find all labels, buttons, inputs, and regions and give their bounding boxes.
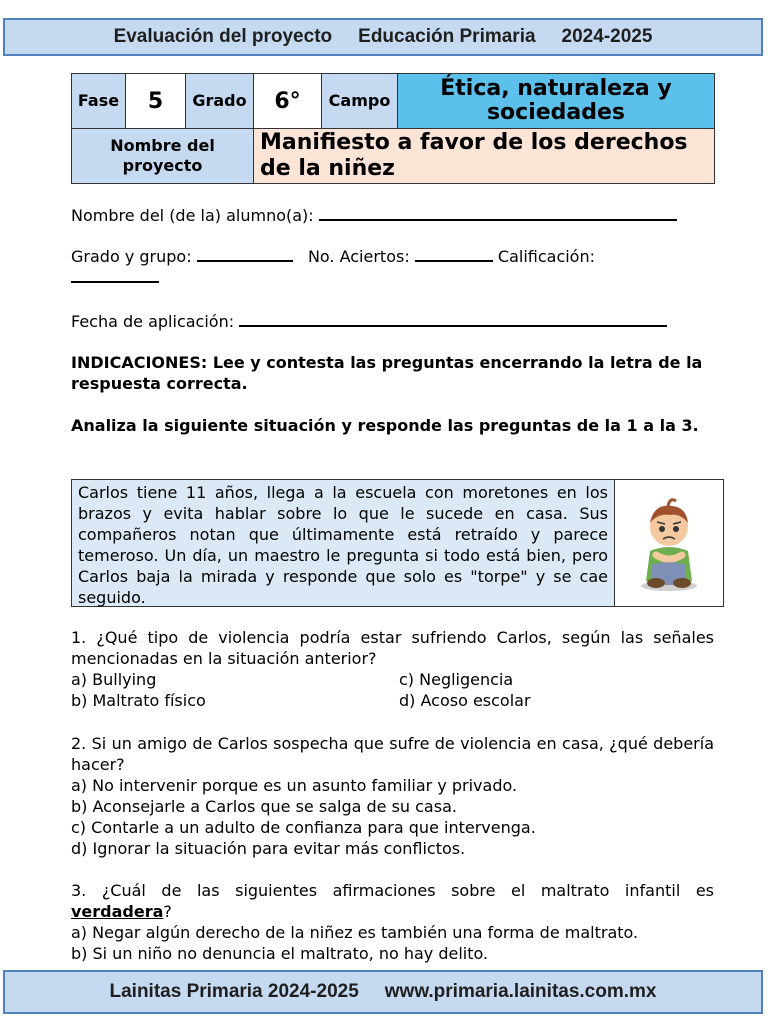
question-2-text: 2. Si un amigo de Carlos sospecha que sufre de violencia en casa, ¿qué debería hacer? [71,734,714,774]
q1-option-d[interactable]: d) Acoso escolar [399,691,531,710]
grado-grupo-row [71,246,714,288]
fecha-blank[interactable] [239,311,667,327]
grado-label: Grado [186,74,254,129]
grado-value: 6° [254,74,322,129]
q2-option-d[interactable]: d) Ignorar la situación para evitar más conflictos. [71,839,466,858]
campo-value: Ética, naturaleza y sociedades [398,74,715,129]
question-3 [71,880,714,964]
q1-option-c[interactable]: c) Negligencia [399,670,514,689]
header-title: Evaluación del proyecto [113,26,333,47]
header-band [3,18,763,56]
footer-url[interactable]: www.primaria.lainitas.com.mx [384,981,657,1002]
question-3-text [71,880,714,922]
q3-text-emph: verdadera [71,902,164,921]
q2-option-c[interactable]: c) Contarle a un adulto de confianza para que intervenga. [71,818,536,837]
question-1-text: 1. ¿Qué tipo de violencia podría estar sufriendo Carlos, según las señales mencionadas en la situación anterior? [71,628,714,668]
header-level: Educación Primaria [358,26,536,47]
fecha-label: Fecha de aplicación: [71,312,235,331]
aciertos-blank[interactable] [415,246,493,262]
fase-label: Fase [72,74,126,129]
grado-grupo-blank[interactable] [197,246,293,262]
grado-grupo-label: Grado y grupo: [71,247,192,266]
q3-option-a[interactable]: a) Negar algún derecho de la niñez es también una forma de maltrato. [71,923,639,942]
situation-box [71,479,724,607]
q1-option-b[interactable]: b) Maltrato físico [71,691,206,710]
fase-value: 5 [126,74,186,129]
sad-boy-icon [615,480,723,606]
indicaciones: INDICACIONES: Lee y contesta las preguntas encerrando la letra de la respuesta correcta. [71,353,703,393]
alumno-label: Nombre del (de la) alumno(a): [71,206,314,225]
project-info-table [71,73,715,184]
calificacion-label: Calificación: [497,247,595,266]
question-2 [71,733,714,859]
q3-text-before: 3. ¿Cuál de las siguientes afirmaciones sobre el maltrato infantil es [71,881,714,900]
q2-option-b[interactable]: b) Aconsejarle a Carlos que se salga de su casa. [71,797,457,816]
question-1 [71,627,714,711]
calificacion-blank[interactable] [71,267,159,283]
footer-brand: Lainitas Primaria 2024-2025 [109,981,359,1002]
proyecto-value: Manifiesto a favor de los derechos de la niñez [254,129,715,184]
alumno-blank[interactable] [319,205,677,221]
proyecto-label: Nombre del proyecto [72,129,254,184]
q3-option-b[interactable]: b) Si un niño no denuncia el maltrato, no hay delito. [71,944,489,963]
aciertos-label: No. Aciertos: [307,247,410,266]
analiza-instruction: Analiza la siguiente situación y responde las preguntas de la 1 a la 3. [71,416,699,435]
situation-text: Carlos tiene 11 años, llega a la escuela con moretones en los brazos y evita hablar sobre lo que le sucede en casa. Sus compañeros notan que últimamente está retraído y parece temeroso. Un día, un maestro le pregunta si todo está bien, pero Carlos baja la mirada y responde que solo es "torpe" y se cae seguido. [72,480,615,606]
q1-option-a[interactable]: a) Bullying [71,670,157,689]
campo-label: Campo [322,74,398,129]
header-year: 2024-2025 [561,26,653,47]
q2-option-a[interactable]: a) No intervenir porque es un asunto familiar y privado. [71,776,518,795]
footer-band [3,970,763,1014]
fecha-field [71,311,714,332]
alumno-field [71,205,714,226]
q3-text-after: ? [163,902,172,921]
